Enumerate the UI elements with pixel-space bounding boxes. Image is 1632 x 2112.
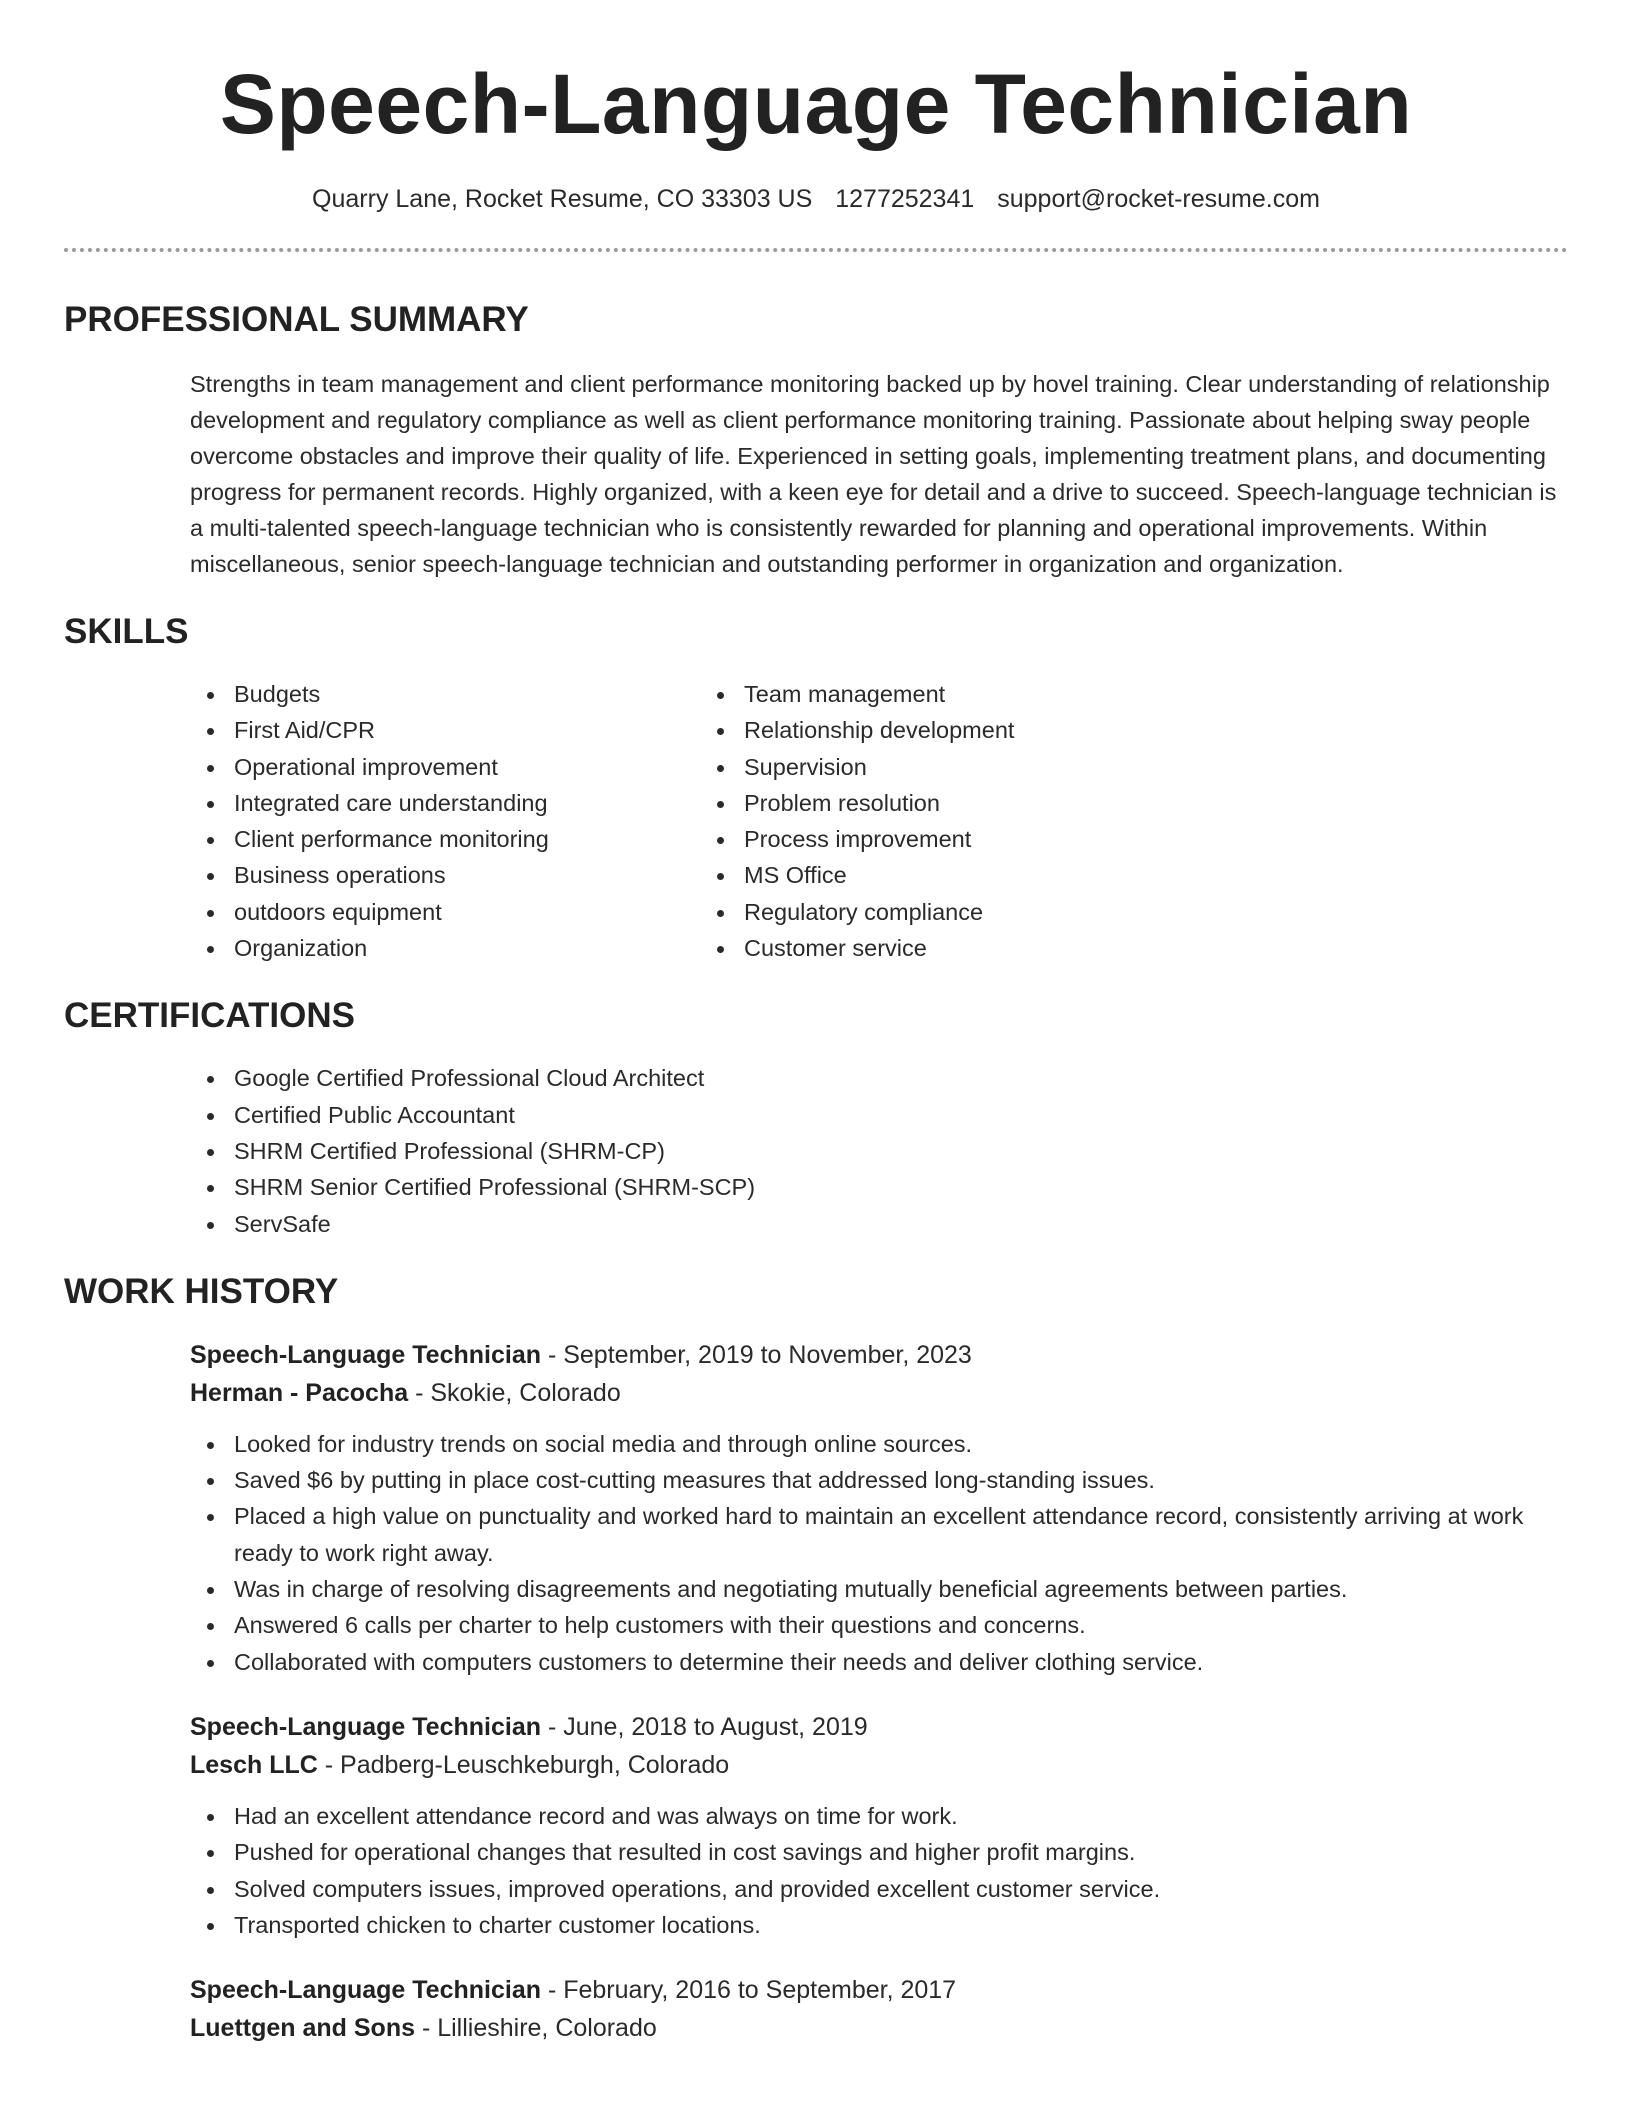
- certification-item: Google Certified Professional Cloud Architect: [64, 1060, 1568, 1096]
- section-title-certifications: CERTIFICATIONS: [64, 996, 356, 1036]
- job-location: - Lillieshire, Colorado: [415, 2014, 657, 2043]
- job-role: Speech-Language Technician: [190, 1976, 542, 2005]
- skill-item: Operational improvement: [64, 749, 744, 785]
- job-role: Speech-Language Technician: [190, 1712, 542, 1741]
- skill-item: Integrated care understanding: [64, 785, 744, 821]
- job-duty-item: Collaborated with computers customers to determine their needs and deliver clothing service.: [64, 1644, 1568, 1680]
- skill-item: Supervision: [744, 749, 1424, 785]
- skills-columns: [64, 676, 1568, 966]
- header-divider: [64, 248, 1568, 252]
- skill-item: Organization: [64, 930, 744, 966]
- job-duty-item: Looked for industry trends on social media and through online sources.: [64, 1426, 1568, 1462]
- skill-item: Client performance monitoring: [64, 821, 744, 857]
- certifications-list: [64, 1060, 1568, 1241]
- skill-item: MS Office: [744, 857, 1424, 893]
- job-company-line: [190, 1746, 1568, 1784]
- job-company-line: [190, 2009, 1568, 2047]
- skill-item: Team management: [744, 676, 1424, 712]
- job-duty-item: Was in charge of resolving disagreements and negotiating mutually beneficial agreements between parties.: [64, 1571, 1568, 1607]
- job-duty-item: Saved $6 by putting in place cost-cutting measures that addressed long-standing issues.: [64, 1462, 1568, 1498]
- job-duty-item: Answered 6 calls per charter to help customers with their questions and concerns.: [64, 1607, 1568, 1643]
- skill-item: Budgets: [64, 676, 744, 712]
- skill-item: Relationship development: [744, 712, 1424, 748]
- job-duty-item: Solved computers issues, improved operations, and provided excellent customer service.: [64, 1871, 1568, 1907]
- section-certifications: [64, 996, 1568, 1241]
- job-duties-list: [64, 1798, 1568, 1943]
- job-role: Speech-Language Technician: [190, 1340, 542, 1369]
- skill-item: Regulatory compliance: [744, 894, 1424, 930]
- resume-name: Speech-Language Technician: [219, 57, 1413, 151]
- job-dates: - June, 2018 to August, 2019: [541, 1712, 868, 1741]
- job-company: Luettgen and Sons: [190, 2014, 415, 2043]
- skill-item: Business operations: [64, 857, 744, 893]
- contact-phone: 1277252341: [835, 185, 975, 213]
- job-company-line: [190, 1374, 1568, 1412]
- certification-item: SHRM Senior Certified Professional (SHRM-SCP): [64, 1169, 1568, 1205]
- skill-item: outdoors equipment: [64, 894, 744, 930]
- job-entry: [190, 1336, 1568, 1680]
- skill-item: First Aid/CPR: [64, 712, 744, 748]
- job-duty-item: Had an excellent attendance record and was always on time for work.: [64, 1798, 1568, 1834]
- certification-item: SHRM Certified Professional (SHRM-CP): [64, 1133, 1568, 1169]
- job-dates: - February, 2016 to September, 2017: [541, 1976, 957, 2005]
- skill-item: Customer service: [744, 930, 1424, 966]
- section-work-history: [64, 1272, 1568, 2047]
- contact-email: support@rocket-resume.com: [997, 185, 1320, 213]
- section-title-summary: PROFESSIONAL SUMMARY: [64, 300, 529, 339]
- skills-list-left: [64, 676, 744, 966]
- job-entry: [190, 1971, 1568, 2047]
- section-title-work-history: WORK HISTORY: [64, 1271, 339, 1311]
- job-title-line: [190, 1336, 1568, 1374]
- certification-item: Certified Public Accountant: [64, 1097, 1568, 1133]
- skill-item: Problem resolution: [744, 785, 1424, 821]
- job-duty-item: Transported chicken to charter customer locations.: [64, 1907, 1568, 1943]
- job-duty-item: Pushed for operational changes that resulted in cost savings and higher profit margins.: [64, 1834, 1568, 1870]
- job-duty-item: Placed a high value on punctuality and worked hard to maintain an excellent attendance record, consistently arriving at work ready to work right away.: [64, 1498, 1568, 1571]
- section-skills: [64, 612, 1568, 966]
- section-title-skills: SKILLS: [64, 612, 189, 651]
- job-location: - Padberg-Leuschkeburgh, Colorado: [317, 1750, 730, 1779]
- contact-address: Quarry Lane, Rocket Resume, CO 33303 US: [312, 185, 813, 213]
- job-company: Herman - Pacocha: [190, 1378, 409, 1407]
- job-title-line: [190, 1708, 1568, 1746]
- skill-item: Process improvement: [744, 821, 1424, 857]
- job-entry: [190, 1708, 1568, 1943]
- job-company: Lesch LLC: [190, 1750, 318, 1779]
- job-dates: - September, 2019 to November, 2023: [541, 1340, 972, 1369]
- summary-text: Strengths in team management and client performance monitoring backed up by hovel training. Clear understanding of relationship development and regulatory compliance as well as client performance monitoring training. Passionate about helping sway people overcome obstacles and improve their quality of life. Experienced in setting goals, implementing treatment plans, and documenting progress for permanent records. Highly organized, with a keen eye for detail and a drive to succeed. Speech-language technician is a multi-talented speech-language technician who is consistently rewarded for planning and operational improvements. Within miscellaneous, senior speech-language technician and outstanding performer in organization and organization.: [190, 371, 1557, 577]
- section-professional-summary: [64, 300, 1568, 582]
- skills-list-right: [744, 676, 1424, 966]
- certification-item: ServSafe: [64, 1206, 1568, 1242]
- contact-line: [64, 184, 1568, 214]
- job-title-line: [190, 1971, 1568, 2009]
- job-location: - Skokie, Colorado: [408, 1378, 621, 1407]
- job-duties-list: [64, 1426, 1568, 1680]
